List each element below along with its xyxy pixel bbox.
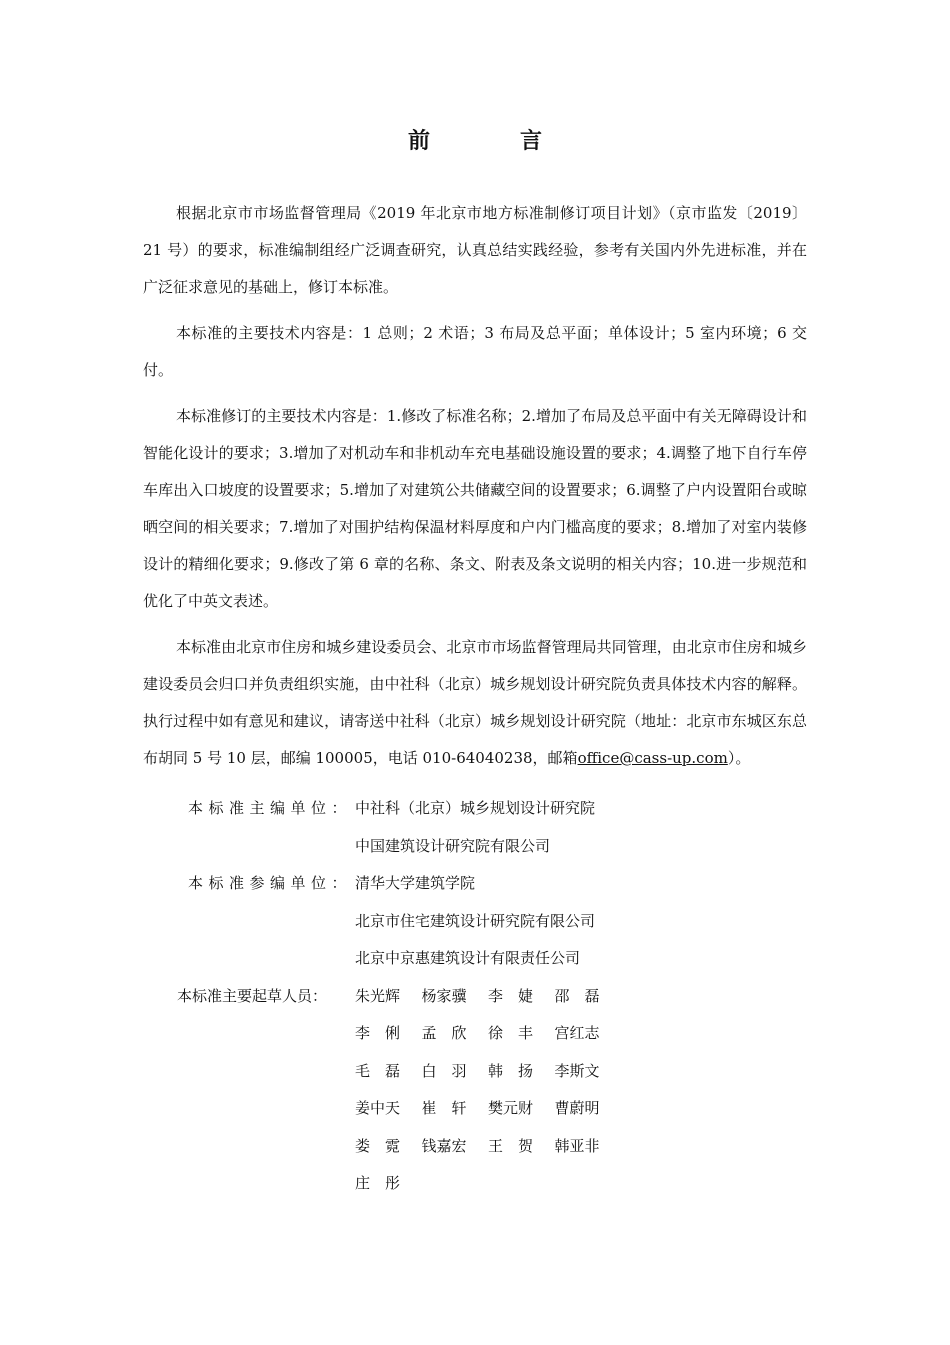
drafter-names	[355, 985, 621, 1006]
participant-row	[172, 902, 792, 940]
drafter-name: 宫红志	[554, 1024, 600, 1043]
chief-editor-label: 本标准主编单位：	[188, 799, 353, 818]
drafter-name: 曹蔚明	[554, 1099, 600, 1118]
drafter-name: 王 贺	[488, 1136, 534, 1155]
drafter-name: 孟 欣	[421, 1024, 467, 1043]
drafter-name: 朱光辉	[355, 986, 401, 1005]
paragraph-main-content: 本标准的主要技术内容是：1 总则；2 术语；3 布局及总平面；单体设计；5 室内环境；6 交付。	[143, 324, 807, 379]
drafter-name: 庄 彤	[355, 1174, 401, 1193]
drafter-name: 樊元财	[488, 1099, 534, 1118]
drafter-row	[172, 1164, 792, 1202]
drafter-row	[172, 977, 792, 1015]
drafter-names	[355, 1135, 621, 1156]
paragraph-contact	[143, 629, 807, 777]
drafter-name: 韩 扬	[488, 1061, 534, 1080]
participant-unit: 北京市住宅建筑设计研究院有限公司	[355, 911, 596, 930]
drafter-name: 崔 轩	[421, 1099, 467, 1118]
contact-text: 本标准由北京市住房和城乡建设委员会、北京市市场监督管理局共同管理，由北京市住房和城乡建设委员会归口并负责组织实施，由中社科（北京）城乡规划设计研究院负责具体技术内容的解释。执行过程中如有意见和建议，请寄送中社科（北京）城乡规划设计研究院（地址：北京市东城区东总布胡同 5 号 10 层，邮编 100005，电话 010-64040238，邮箱	[143, 638, 807, 767]
participant-label: 本标准参编单位：	[188, 874, 353, 893]
drafter-name: 钱嘉宏	[421, 1136, 467, 1155]
chief-editor-unit: 中国建筑设计研究院有限公司	[355, 836, 551, 855]
chief-editor-row	[172, 827, 792, 865]
chief-editor-unit: 中社科（北京）城乡规划设计研究院	[355, 799, 596, 818]
drafter-names	[355, 1022, 621, 1043]
participant-row	[172, 939, 792, 977]
drafter-name: 李 婕	[488, 986, 534, 1005]
drafter-names	[355, 1172, 422, 1193]
drafter-row	[172, 1127, 792, 1165]
credits-block	[172, 789, 792, 1202]
drafter-name: 徐 丰	[488, 1024, 534, 1043]
drafter-name: 姜中天	[355, 1099, 401, 1118]
drafter-names	[355, 1097, 621, 1118]
drafter-name: 毛 磊	[355, 1061, 401, 1080]
drafter-name: 娄 霓	[355, 1136, 401, 1155]
drafter-row	[172, 1014, 792, 1052]
paragraph-revision-content: 本标准修订的主要技术内容是：1.修改了标准名称；2.增加了布局及总平面中有关无障碍设计和智能化设计的要求；3.增加了对机动车和非机动车充电基础设施设置的要求；4.调整了地下自行车停车库出入口坡度的设置要求；5.增加了对建筑公共储藏空间的设置要求；6.调整了户内设置阳台或晾晒空间的相关要求；7.增加了对围护结构保温材料厚度和户内门槛高度的要求；8.增加了对室内装修设计的精细化要求；9.修改了第 6 章的名称、条文、附表及条文说明的相关内容；10.进一步规范和优化了中英文表述。	[143, 407, 807, 610]
page-title: 前 言	[407, 129, 576, 154]
drafter-label: 本标准主要起草人员：	[177, 986, 328, 1005]
drafter-name: 李斯文	[554, 1061, 600, 1080]
drafter-name: 杨家骥	[421, 986, 467, 1005]
drafter-row	[172, 1052, 792, 1090]
paragraph-project-basis: 根据北京市市场监督管理局《2019 年北京市地方标准制修订项目计划》（京市监发〔2019〕21 号）的要求，标准编制组经广泛调查研究，认真总结实践经验，参考有关国内外先进标准，并在广泛征求意见的基础上，修订本标准。	[143, 204, 807, 296]
participant-row	[172, 864, 792, 902]
contact-text-end: ）。	[727, 749, 751, 767]
drafter-name: 邵 磊	[554, 986, 600, 1005]
drafter-name: 白 羽	[421, 1061, 467, 1080]
drafter-names	[355, 1060, 621, 1081]
drafter-name: 李 俐	[355, 1024, 401, 1043]
email-link[interactable]: office@cass-up.com	[577, 749, 728, 767]
drafter-row	[172, 1089, 792, 1127]
participant-unit: 北京中京惠建筑设计有限责任公司	[355, 949, 581, 968]
chief-editor-row	[172, 789, 792, 827]
preface-body	[143, 195, 807, 786]
drafter-name: 韩亚非	[554, 1136, 600, 1155]
participant-unit: 清华大学建筑学院	[355, 874, 476, 893]
